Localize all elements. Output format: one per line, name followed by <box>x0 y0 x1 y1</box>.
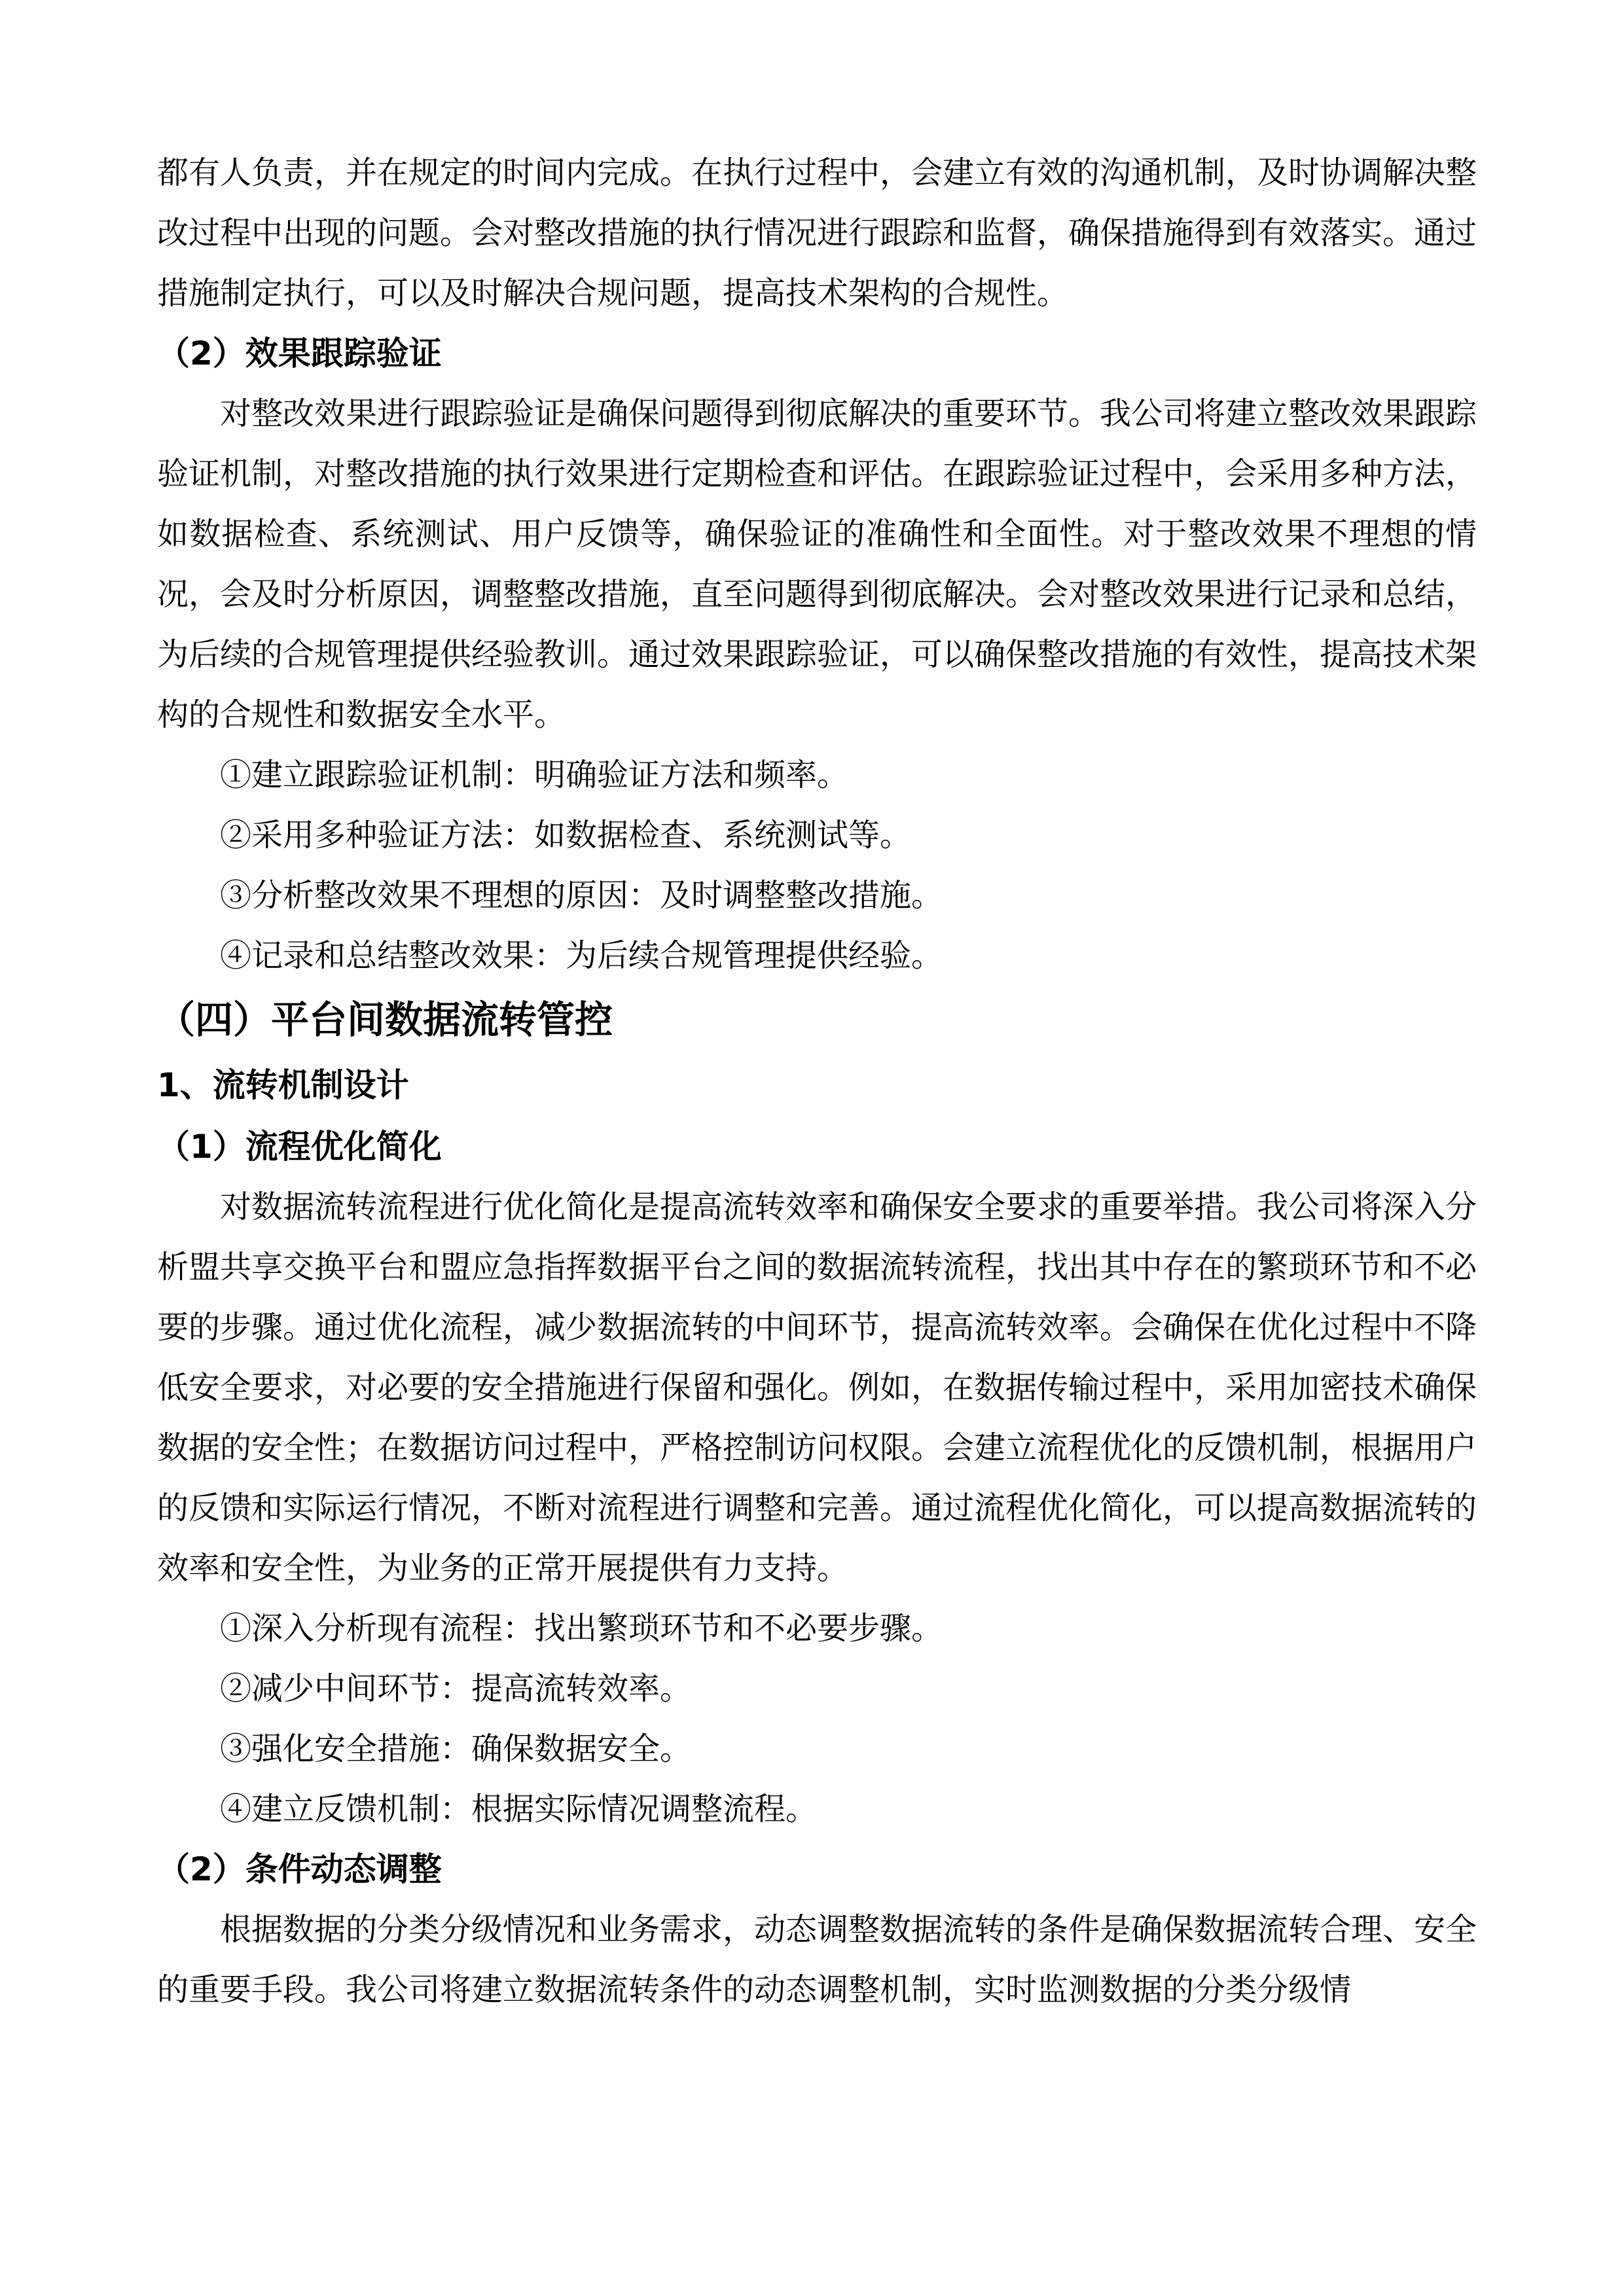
list-item: ②减少中间环节：提高流转效率。 <box>220 1670 692 1707</box>
list-item: ④建立反馈机制：根据实际情况调整流程。 <box>220 1791 818 1827</box>
list-item: ④记录和总结整改效果：为后续合规管理提供经验。 <box>220 937 943 974</box>
paragraph-condition-adjustment: 根据数据的分类分级情况和业务需求，动态调整数据流转的条件是确保数据流转合理、安全的重要手段。我公司将建立数据流转条件的动态调整机制，实时监测数据的分类分级情 <box>157 1911 1477 2008</box>
subsection-heading-process-optimization: （1）流程优化简化 <box>157 1128 442 1166</box>
paragraph-continued: 都有人负责，并在规定的时间内完成。在执行过程中，会建立有效的沟通机制，及时协调解决整改过程中出现的问题。会对整改措施的执行情况进行跟踪和监督，确保措施得到有效落实。通过措施制定执行，可以及时解决合规问题，提高技术架构的合规性。 <box>157 154 1477 312</box>
heading-flow-mechanism-design: 1、流转机制设计 <box>157 1066 409 1104</box>
paragraph-effect-tracking: 对整改效果进行跟踪验证是确保问题得到彻底解决的重要环节。我公司将建立整改效果跟踪验证机制，对整改措施的执行效果进行定期检查和评估。在跟踪验证过程中，会采用多种方法，如数据检查、系统测试、用户反馈等，确保验证的准确性和全面性。对于整改效果不理想的情况，会及时分析原因，调整整改措施，直至问题得到彻底解决。会对整改效果进行记录和总结，为后续的合规管理提供经验教训。通过效果跟踪验证，可以确保整改措施的有效性，提高技术架构的合规性和数据安全水平。 <box>157 395 1477 733</box>
paragraph-process-optimization: 对数据流转流程进行优化简化是提高流转效率和确保安全要求的重要举措。我公司将深入分析盟共享交换平台和盟应急指挥数据平台之间的数据流转流程，找出其中存在的繁琐环节和不必要的步骤。通过优化流程，减少数据流转的中间环节，提高流转效率。会确保在优化过程中不降低安全要求，对必要的安全措施进行保留和强化。例如，在数据传输过程中，采用加密技术确保数据的安全性；在数据访问过程中，严格控制访问权限。会建立流程优化的反馈机制，根据用户的反馈和实际运行情况，不断对流程进行调整和完善。通过流程优化简化，可以提高数据流转的效率和安全性，为业务的正常开展提供有力支持。 <box>157 1189 1477 1587</box>
list-item: ③分析整改效果不理想的原因：及时调整整改措施。 <box>220 877 943 914</box>
list-item: ①建立跟踪验证机制：明确验证方法和频率。 <box>220 757 849 793</box>
list-item: ③强化安全措施：确保数据安全。 <box>220 1731 692 1767</box>
subsection-heading-effect-tracking: （2）效果跟踪验证 <box>157 334 442 372</box>
section-heading-data-flow-control: （四）平台间数据流转管控 <box>157 997 613 1042</box>
list-item: ①深入分析现有流程：找出繁琐环节和不必要步骤。 <box>220 1610 943 1647</box>
page-body <box>157 143 1477 2020</box>
subsection-heading-condition-adjustment: （2）条件动态调整 <box>157 1850 442 1888</box>
list-item: ②采用多种验证方法：如数据检查、系统测试等。 <box>220 817 912 853</box>
